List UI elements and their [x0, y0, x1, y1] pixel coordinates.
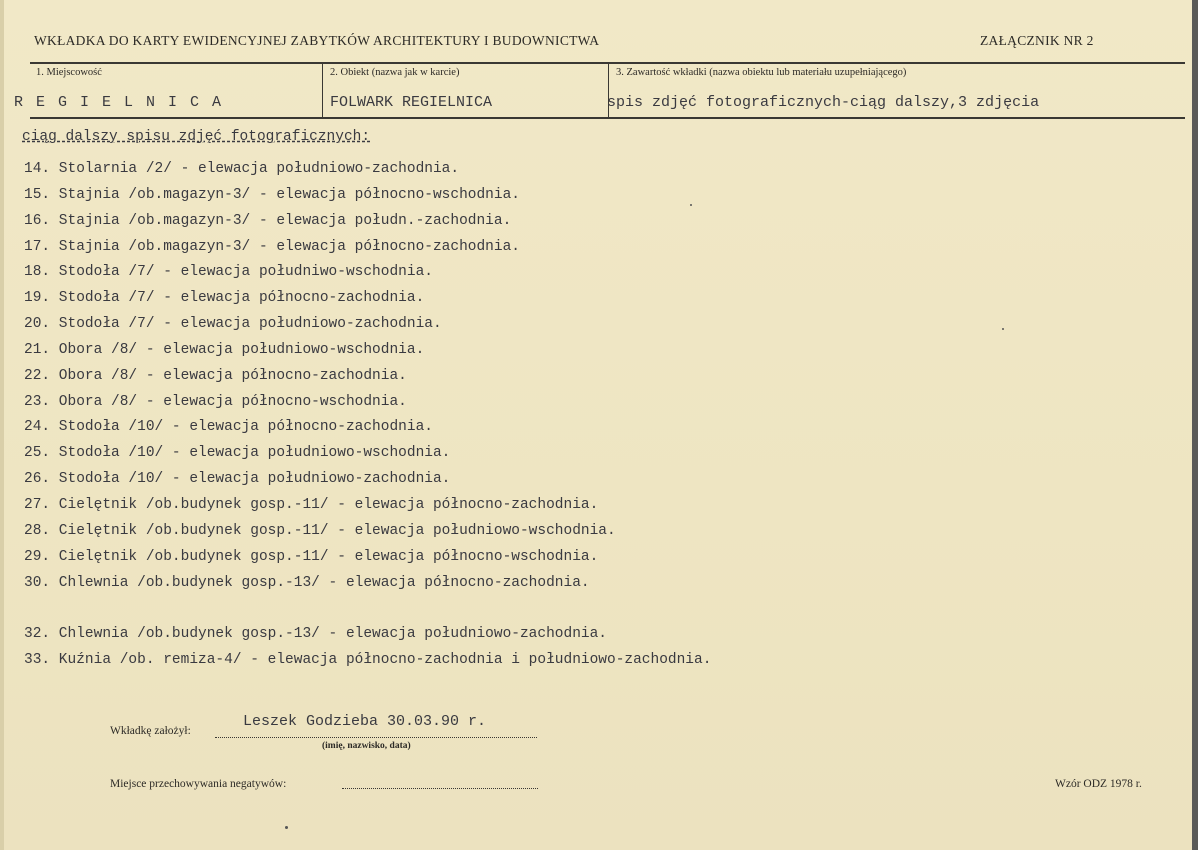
list-item: 15. Stajnia /ob.magazyn-3/ - elewacja północno-wschodnia. [24, 186, 520, 203]
list-item: 20. Stodoła /7/ - elewacja południowo-zachodnia. [24, 316, 442, 333]
field-value-object: FOLWARK REGIELNICA [330, 94, 493, 111]
negatives-label: Miejsce przechowywania negatywów: [110, 778, 287, 790]
fields-rule [30, 117, 1185, 119]
card-title: WKŁADKA DO KARTY EWIDENCYJNEJ ZABYTKÓW ARCHITEKTURY I BUDOWNICTWA [34, 33, 600, 48]
author-line [215, 737, 537, 738]
form-id: Wzór ODZ 1978 r. [1055, 778, 1142, 790]
negatives-line [342, 788, 538, 789]
list-item: 29. Cielętnik /ob.budynek gosp.-11/ - elewacja północno-wschodnia. [24, 548, 599, 565]
list-item: 22. Obora /8/ - elewacja północno-zachodnia. [24, 367, 407, 384]
card-right-edge [1192, 0, 1198, 850]
photo-list [24, 157, 711, 674]
list-item: 17. Stajnia /ob.magazyn-3/ - elewacja północno-zachodnia. [24, 238, 520, 255]
list-gap [24, 596, 711, 622]
list-item: 32. Chlewnia /ob.budynek gosp.-13/ - elewacja południowo-zachodnia. [24, 626, 607, 643]
list-item: 27. Cielętnik /ob.budynek gosp.-11/ - elewacja północno-zachodnia. [24, 496, 599, 513]
field-value-locality: R E G I E L N I C A [14, 94, 224, 111]
list-heading: ciąg dalszy spisu zdjęć fotograficznych: [22, 129, 371, 145]
paper-speck [1002, 328, 1004, 330]
list-item: 28. Cielętnik /ob.budynek gosp.-11/ - elewacja południowo-wschodnia. [24, 522, 616, 539]
author-hint: (imię, nazwisko, data) [322, 741, 411, 751]
paper-speck [690, 204, 692, 206]
field-label-object: 2. Obiekt (nazwa jak w karcie) [330, 67, 460, 78]
annex-number: ZAŁĄCZNIK NR 2 [980, 33, 1094, 48]
list-item: 16. Stajnia /ob.magazyn-3/ - elewacja połudn.-zachodnia. [24, 212, 512, 229]
paper-speck [285, 826, 288, 829]
author-label: Wkładkę założył: [110, 725, 191, 737]
column-divider-1 [322, 63, 323, 119]
list-item: 19. Stodoła /7/ - elewacja północno-zachodnia. [24, 290, 425, 307]
list-item: 14. Stolarnia /2/ - elewacja południowo-zachodnia. [24, 161, 460, 177]
list-item: 23. Obora /8/ - elewacja północno-wschodnia. [24, 393, 407, 410]
list-item: 18. Stodoła /7/ - elewacja południwo-wschodnia. [24, 264, 433, 281]
list-item: 30. Chlewnia /ob.budynek gosp.-13/ - elewacja północno-zachodnia. [24, 574, 590, 591]
list-item: 25. Stodoła /10/ - elewacja południowo-wschodnia. [24, 445, 451, 462]
list-item: 24. Stodoła /10/ - elewacja północno-zachodnia. [24, 419, 433, 436]
field-value-contents: spis zdjęć fotograficznych-ciąg dalszy,3 zdjęcia [607, 94, 1040, 111]
list-item: 21. Obora /8/ - elewacja południowo-wschodnia. [24, 341, 425, 358]
list-item: 26. Stodoła /10/ - elewacja południowo-zachodnia. [24, 471, 451, 488]
field-label-locality: 1. Miejscowość [36, 67, 102, 78]
list-item: 33. Kuźnia /ob. remiza-4/ - elewacja północno-zachodnia i południowo-zachodnia. [24, 652, 712, 669]
author-value: Leszek Godzieba 30.03.90 r. [243, 713, 487, 730]
card-left-edge [0, 0, 4, 850]
field-label-contents: 3. Zawartość wkładki (nazwa obiektu lub materiału uzupełniającego) [616, 67, 907, 78]
